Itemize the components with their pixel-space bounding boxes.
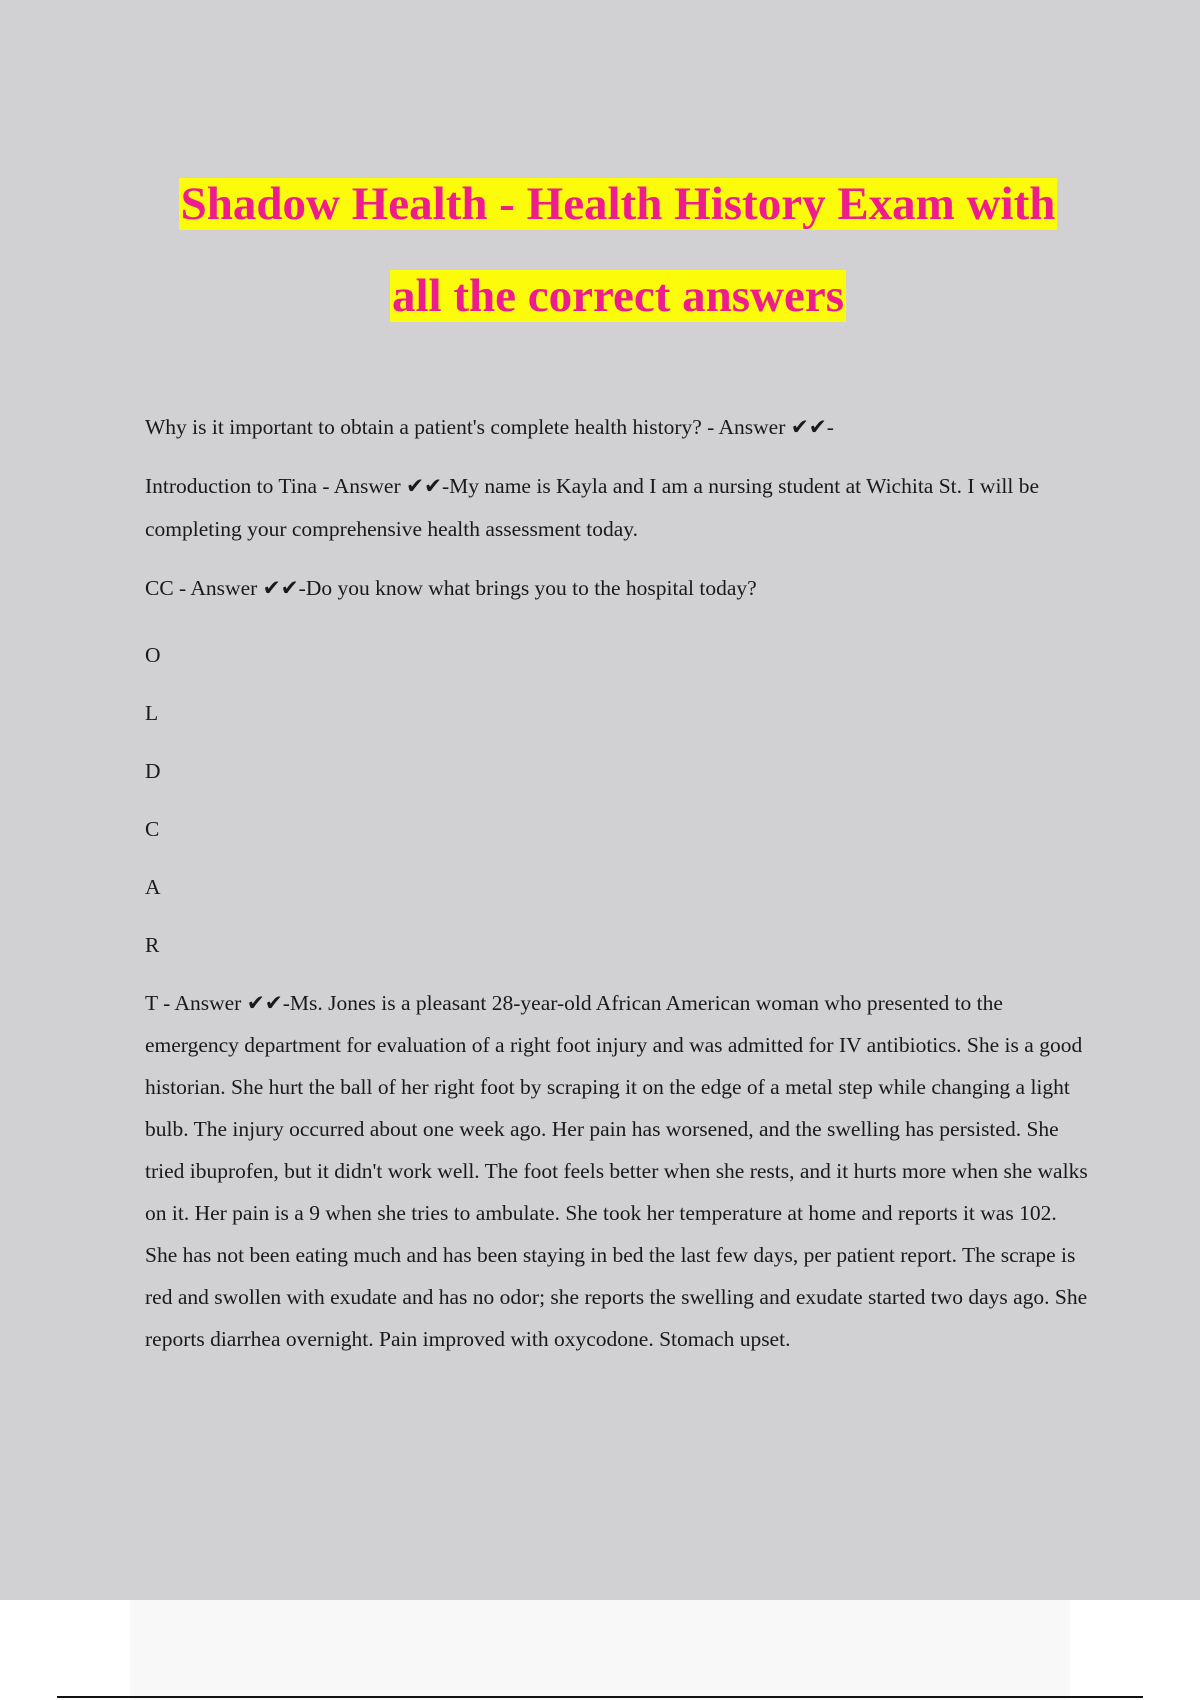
document-title: [100, 158, 1136, 342]
chief-complaint-paragraph: CC - Answer ✔✔-Do you know what brings you to the hospital today?: [145, 576, 757, 600]
history-summary-paragraph: T - Answer ✔✔-Ms. Jones is a pleasant 28-year-old African American woman who presented to the emergency department for evaluation of a right foot injury and was admitted for IV antibiotics. She is a good historian. She hurt the ball of her right foot by scraping it on the edge of a metal step while changing a light bulb. The injury occurred about one week ago. Her pain has worsened, and the swelling has persisted. She tried ibuprofen, but it didn't work well. The foot feels better when she rests, and it hurts more when she walks on it. Her pain is a 9 when she tries to ambulate. She took her temperature at home and reports it was 102. She has not been eating much and has been staying in bed the last few days, per patient report. The scrape is red and swollen with exudate and has no odor; she reports the swelling and exudate started two days ago. She reports diarrhea overnight. Pain improved with oxycodone. Stomach upset.: [145, 991, 1088, 1351]
document-body: [145, 406, 1090, 1376]
next-page-preview: [130, 1600, 1070, 1700]
mnemonic-letter: R: [145, 933, 160, 957]
mnemonic-letter: L: [145, 701, 159, 725]
title-line-2: all the correct answers: [391, 270, 844, 322]
mnemonic-letter: A: [145, 875, 161, 899]
introduction-paragraph: Introduction to Tina - Answer ✔✔-My name is Kayla and I am a nursing student at Wichita St. I will be completing your comprehensive health assessment today.: [145, 474, 1040, 541]
question-paragraph: Why is it important to obtain a patient's complete health history? - Answer ✔✔-: [145, 415, 834, 439]
title-line-1: Shadow Health - Health History Exam with: [180, 178, 1056, 230]
mnemonic-letter: D: [145, 759, 161, 783]
footer-divider: [57, 1696, 1143, 1698]
mnemonic-letter: O: [145, 643, 161, 667]
mnemonic-letter: C: [145, 817, 160, 841]
